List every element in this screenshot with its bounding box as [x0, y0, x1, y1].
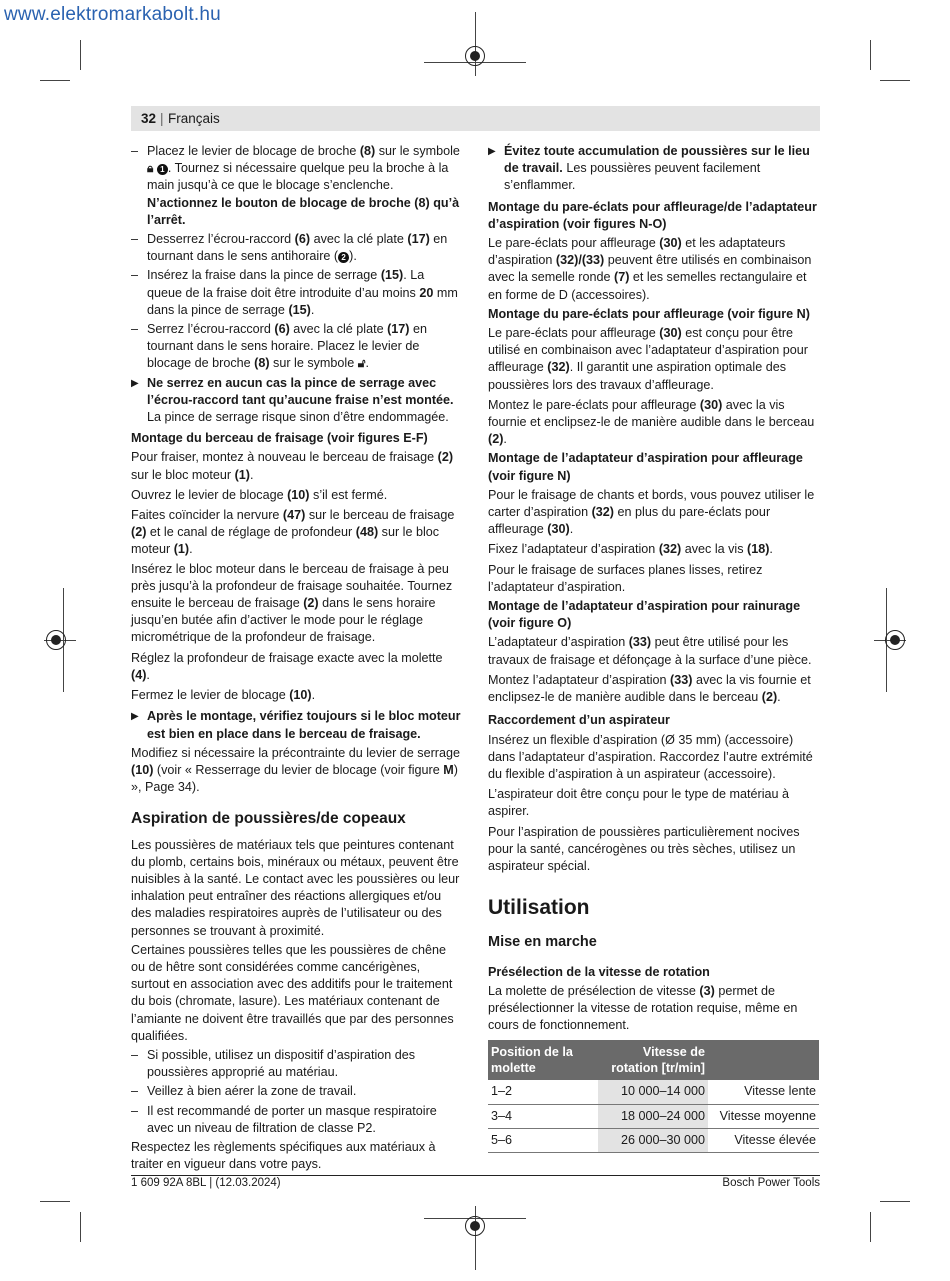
crop-mark [870, 1212, 871, 1242]
table-row [488, 1128, 819, 1152]
instruction-item: – Si possible, utilisez un dispositif d’aspiration des poussières approprié au matériau. [131, 1047, 462, 1081]
paragraph: Fermez le levier de blocage (10). [131, 688, 316, 703]
instruction-item: – Veillez à bien aérer la zone de travail. [131, 1083, 462, 1100]
right-column [488, 143, 820, 1153]
chapter-heading: Utilisation [488, 896, 590, 920]
page-header [131, 106, 820, 131]
paragraph: Insérez un flexible d’aspiration (Ø 35 mm) (accessoire) dans l’adaptateur d’aspiration. Raccordez l’autre extrémité du flexible d’aspiration à un aspirateur (accessoire). [488, 732, 813, 781]
paragraph: Fixez l’adaptateur d’aspiration (32) avec la vis (18). [488, 542, 773, 557]
paragraph: Insérez le bloc moteur dans le berceau de fraisage à peu près jusqu’à la profondeur de fraisage souhaitée. Tournez ensuite le berceau de fraisage (2) dans le sens horaire jusqu’en butée afin d’activer le mode pour le réglage micrométrique de la profondeur de fraisage. [131, 561, 453, 645]
registration-line [475, 12, 476, 76]
instruction-item: – Il est recommandé de porter un masque respiratoire avec un niveau de filtration de classe P2. [131, 1103, 462, 1137]
paragraph: Certaines poussières telles que les poussières de chêne ou de hêtre sont considérées comme cancérigènes, surtout en association avec des additifs pour le traitement du bois (chromate, lasure). Les matériaux contenant de l’amiante ne doivent être travaillés que par des personnes qualifiées. [131, 942, 454, 1043]
crop-mark [40, 80, 70, 81]
table-header-row [488, 1040, 819, 1080]
paragraph: Pour le fraisage de chants et bords, vous pouvez utiliser le carter d’aspiration (32) en plus du pare-éclats pour affleurage (30). [488, 487, 815, 537]
paragraph: Réglez la profondeur de fraisage exacte avec la molette (4). [131, 650, 443, 682]
padlock-closed-icon: 🔒︎ [147, 161, 154, 176]
page-language: Français [168, 111, 220, 126]
table-cell: 3–4 [488, 1104, 598, 1128]
registration-mark-icon [465, 1216, 485, 1236]
paragraph: Modifiez si nécessaire la précontrainte du levier de serrage (10) (voir « Resserrage du levier de blocage (voir figure M) », Page 34). [131, 745, 461, 795]
table-cell: Vitesse lente [708, 1080, 819, 1104]
table-cell: Vitesse moyenne [708, 1104, 819, 1128]
left-column [131, 143, 462, 1175]
table-cell: 1–2 [488, 1080, 598, 1104]
header-separator: | [160, 111, 164, 126]
section-heading: Montage de l’adaptateur d’aspiration pour rainurage (voir figure O) [488, 599, 801, 631]
instruction-item: – Desserrez l’écrou-raccord (6) avec la clé plate (17) en tournant dans le sens antihoraire ( 2 ). [131, 231, 462, 265]
table-cell: Vitesse élevée [708, 1128, 819, 1152]
site-url[interactable]: www.elektromarkabolt.hu [4, 4, 221, 25]
section-heading: Aspiration de poussières/de copeaux [131, 810, 406, 828]
triangle-arrow-icon: ▶ [488, 146, 496, 157]
instruction-item: – Serrez l’écrou-raccord (6) avec la clé plate (17) en tournant dans le sens horaire. Placez le levier de blocage de broche (8) sur le symbole 🔓︎. [131, 321, 462, 373]
footer-brand: Bosch Power Tools [722, 1177, 820, 1189]
table-cell: 5–6 [488, 1128, 598, 1152]
section-heading: Montage du pare-éclats pour affleurage/de l’adaptateur d’aspiration (voir figures N-O) [488, 199, 817, 231]
footer-doc-number: 1 609 92A 8BL | (12.03.2024) [131, 1177, 281, 1189]
paragraph: Ouvrez le levier de blocage (10) s’il est fermé. [131, 487, 388, 502]
section-heading: Présélection de la vitesse de rotation [488, 964, 710, 979]
table-row [488, 1104, 819, 1128]
registration-mark-icon [465, 46, 485, 66]
paragraph: Les poussières de matériaux tels que peintures contenant du plomb, certains bois, minéraux ou métaux, peuvent être nuisibles à la santé. Le contact avec les poussières ou leur inhalation peut entraîner des réactions allergiques et/ou des maladies respiratoires auprès de l’utilisateur ou des personnes se trouvant à proximité. [131, 837, 460, 938]
page-number: 32 [141, 111, 157, 126]
crop-mark [880, 80, 910, 81]
paragraph: L’adaptateur d’aspiration (33) peut être utilisé pour les travaux de fraisage et défonçage à la surface d’une pièce. [488, 635, 812, 667]
padlock-open-icon: 🔓︎ [357, 356, 366, 371]
step-badge: 1 [157, 164, 168, 175]
table-header-position: Position de la molette [488, 1040, 598, 1080]
table-cell: 10 000–14 000 [598, 1080, 708, 1104]
paragraph: Le pare-éclats pour affleurage (30) et les adaptateurs d’aspiration (32)/(33) peuvent être utilisés en combinaison avec la semelle ronde (7) et les semelles rectangulaire et en forme de D (accessoires). [488, 236, 812, 302]
triangle-arrow-icon: ▶ [131, 711, 139, 723]
section-heading: Raccordement d’un aspirateur [488, 713, 670, 728]
paragraph: La molette de présélection de vitesse (3) permet de présélectionner la vitesse de rotation requise, même en cours de fonctionnement. [488, 983, 798, 1033]
step-badge: 2 [338, 252, 349, 263]
crop-mark [880, 1201, 910, 1202]
table-cell: 18 000–24 000 [598, 1104, 708, 1128]
registration-mark-icon [885, 630, 905, 650]
triangle-arrow-icon: ▶ [131, 377, 139, 389]
instruction-item: – Insérez la fraise dans la pince de serrage (15). La queue de la fraise doit être introduite d’au moins 20 mm dans la pince de serrage (15). [131, 267, 462, 319]
paragraph: Pour le fraisage de surfaces planes lisses, retirez l’adaptateur d’aspiration. [488, 562, 763, 594]
table-cell: 26 000–30 000 [598, 1128, 708, 1152]
paragraph: Montez le pare-éclats pour affleurage (30) avec la vis fournie et enclipsez-le de manière audible dans le berceau (2). [488, 397, 815, 447]
paragraph: Montez l’adaptateur d’aspiration (33) avec la vis fournie et enclipsez-le de manière audible dans le berceau (2). [488, 672, 811, 705]
section-heading: Montage du pare-éclats pour affleurage (voir figure N) [488, 306, 810, 321]
section-heading: Mise en marche [488, 934, 597, 951]
warning-item: ▶ Évitez toute accumulation de poussières sur le lieu de travail. Les poussières peuvent facilement s’enflammer. [488, 144, 810, 193]
paragraph: L’aspirateur doit être conçu pour le type de matériau à aspirer. [488, 787, 790, 819]
instruction-item: – Placez le levier de blocage de broche (8) sur le symbole 🔒︎ 1 . Tournez si nécessaire quelque peu la broche à la main jusqu’à ce que le blocage s’enclenche. N’actionnez le bouton de blocage de broche (8) qu’à l’arrêt. [131, 143, 462, 229]
section-heading: Montage du berceau de fraisage (voir figures E-F) [131, 431, 428, 446]
crop-mark [80, 40, 81, 70]
crop-mark [870, 40, 871, 70]
warning-item: ▶ Ne serrez en aucun cas la pince de serrage avec l’écrou-raccord tant qu’aucune fraise n’est montée. La pince de serrage risque sinon d’être endommagée. [131, 375, 454, 425]
table-row [488, 1080, 819, 1104]
warning-item: ▶ Après le montage, vérifiez toujours si le bloc moteur est bien en place dans le berceau de fraisage. [131, 709, 461, 741]
paragraph: Respectez les règlements spécifiques aux matériaux à traiter en vigueur dans votre pays. [131, 1139, 436, 1172]
footer-rule [131, 1175, 820, 1176]
paragraph: Pour fraiser, montez à nouveau le berceau de fraisage (2) sur le bloc moteur (1). [131, 450, 454, 482]
crop-mark [80, 1212, 81, 1242]
paragraph: Le pare-éclats pour affleurage (30) est conçu pour être utilisé en combinaison avec l’adaptateur d’aspiration pour affleurage (32). Il garantit une aspiration optimale des poussières lors des travaux d’affleurage. [488, 326, 808, 392]
crop-mark [40, 1201, 70, 1202]
table-header-speed: Vitesse de rotation [tr/min] [598, 1040, 708, 1080]
paragraph: Faites coïncider la nervure (47) sur le berceau de fraisage (2) et le canal de réglage de profondeur (48) sur le bloc moteur (1). [131, 508, 455, 557]
registration-mark-icon [46, 630, 66, 650]
section-heading: Montage de l’adaptateur d’aspiration pour affleurage (voir figure N) [488, 451, 803, 483]
paragraph: Pour l’aspiration de poussières particulièrement nocives pour la santé, cancérogènes ou très sèches, utilisez un aspirateur spécial. [488, 824, 800, 873]
speed-table [488, 1040, 819, 1153]
table-header-empty [708, 1040, 819, 1080]
